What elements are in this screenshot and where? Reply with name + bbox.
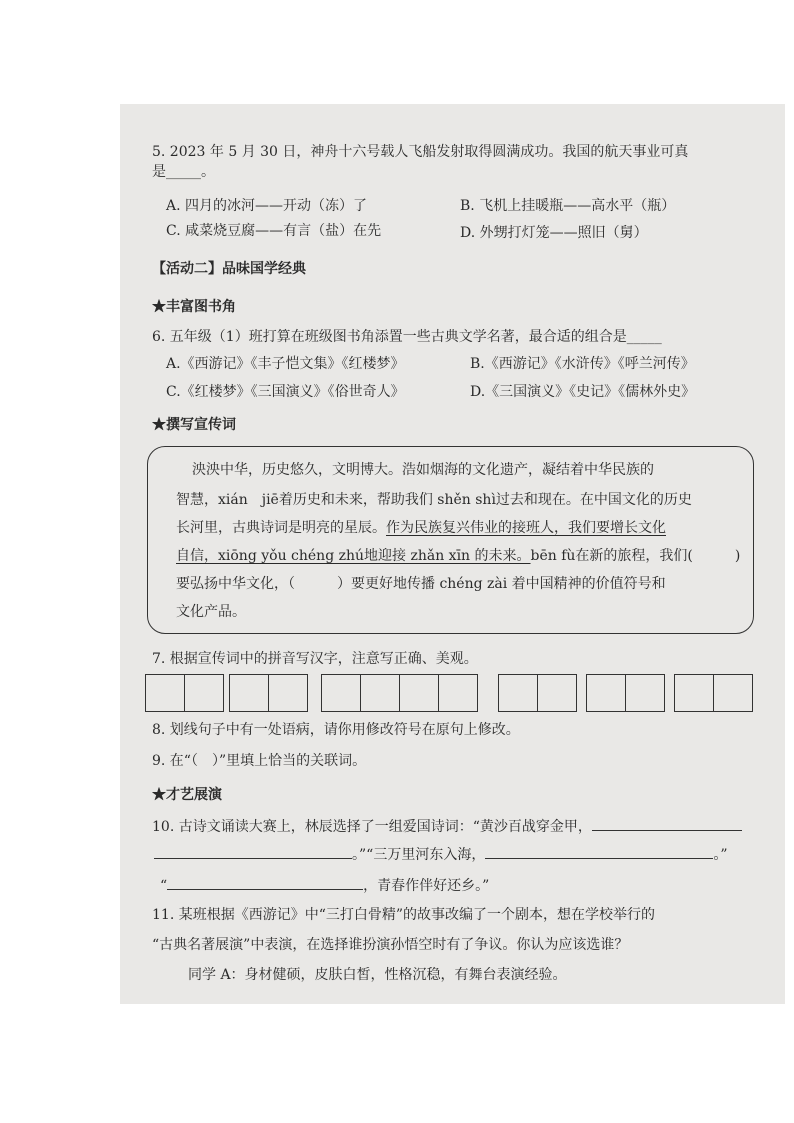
writing-cell[interactable] [586,674,626,712]
poem-blank-2[interactable] [154,844,352,859]
writing-cell[interactable] [399,674,439,712]
writing-cell[interactable] [438,674,478,712]
q11-line3: 同学 A：身材健硕，皮肤白皙，性格沉稳，有舞台表演经验。 [188,967,567,983]
promo-line4-plain: bēn fù在新的旅程，我们( ) [530,548,741,564]
promo-text-box [147,446,754,634]
promo-line3-plain: 长河里，古典诗词是明亮的星辰。 [176,520,386,536]
writing-cell[interactable] [321,674,361,712]
promo-line1: 泱泱中华，历史悠久，文明博大。浩如烟海的文化遗产，凝结着中华民族的 [192,462,654,478]
q11-line1: 11. 某班根据《西游记》中“三打白骨精”的故事改编了一个剧本，想在学校举行的 [152,907,656,923]
q7-text: 7. 根据宣传词中的拼音写汉字，注意写正确、美观。 [152,651,478,667]
q6-text: 6. 五年级（1）班打算在班级图书角添置一些古典文学名著，最合适的组合是_____ [152,329,662,345]
writing-cell[interactable] [184,674,224,712]
q5-line2: 是_____。 [152,164,215,180]
answer-grid-1 [145,674,223,712]
writing-cell[interactable] [713,674,753,712]
writing-cell[interactable] [229,674,269,712]
writing-cell[interactable] [145,674,185,712]
writing-cell[interactable] [498,674,538,712]
activity2-heading: 【活动二】品味国学经典 [152,261,306,277]
q8-text: 8. 划线句子中有一处语病，请你用修改符号在原句上修改。 [152,722,520,738]
writing-cell[interactable] [625,674,665,712]
promo-line5: 要弘扬中华文化，（ ）要更好地传播 chéng zài 着中国精神的价值符号和 [176,576,666,592]
promo-line4 [176,547,740,565]
exam-paper [120,104,785,1004]
q6-option-c: C.《红楼梦》《三国演义》《俗世奇人》 [166,384,405,400]
q10-tail: ，青春作伴好还乡。” [363,878,490,894]
section-library: ★丰富图书角 [152,299,236,315]
q6-option-a: A.《西游记》《丰子恺文集》《红楼梦》 [166,356,405,372]
writing-cell[interactable] [674,674,714,712]
q10-line3 [160,875,489,895]
q10-line1 [152,816,742,836]
q10-open-quote: “ [160,878,168,894]
q5-line1: 5. 2023 年 5 月 30 日，神舟十六号载人飞船发射取得圆满成功。我国的航天事业可真 [152,144,689,160]
promo-line3 [176,519,666,537]
section-talent: ★才艺展演 [152,787,222,803]
q5-option-d: D. 外甥打灯笼——照旧（舅） [460,225,648,241]
promo-underlined-start: 作为民族复兴伟业的接班人，我们要增长文化 [386,520,666,536]
q10-prompt: 10. 古诗文诵读大赛上，林辰选择了一组爱国诗词：“黄沙百战穿金甲， [152,819,592,835]
poem-blank-1[interactable] [592,816,742,831]
answer-grid-6 [674,674,752,712]
section-promo: ★撰写宣传词 [152,417,236,433]
q5-option-b: B. 飞机上挂暖瓶——高水平（瓶） [460,198,676,214]
q10-end: 。” [713,847,728,863]
q5-option-a: A. 四月的冰河——开动（冻）了 [166,198,368,214]
promo-underlined-end: 自信，xiōng yǒu chéng zhú地迎接 zhǎn xīn 的未来。 [176,548,531,564]
q10-mid: 。”“三万里河东入海， [352,847,486,863]
answer-grid-3 [321,674,477,712]
writing-cell[interactable] [268,674,308,712]
answer-grid-5 [586,674,664,712]
promo-line6: 文化产品。 [176,604,246,620]
promo-line2: 智慧，xián jiē着历史和未来，帮助我们 shěn shì过去和现在。在中国文化的历史 [176,492,692,508]
poem-blank-3[interactable] [485,844,713,859]
writing-cell[interactable] [360,674,400,712]
q5-option-c: C. 咸菜烧豆腐——有言（盐）在先 [166,223,382,239]
answer-grid-4 [498,674,576,712]
poem-blank-4[interactable] [167,875,363,890]
q6-option-b: B.《西游记》《水浒传》《呼兰河传》 [470,356,695,372]
q11-line2: “古典名著展演”中表演，在选择谁扮演孙悟空时有了争议。你认为应该选谁？ [152,937,629,953]
writing-cell[interactable] [537,674,577,712]
q9-text: 9. 在“（ ）”里填上恰当的关联词。 [152,753,367,769]
q10-line2 [154,844,728,864]
q6-option-d: D.《三国演义》《史记》《儒林外史》 [470,384,696,400]
answer-grid-2 [229,674,307,712]
